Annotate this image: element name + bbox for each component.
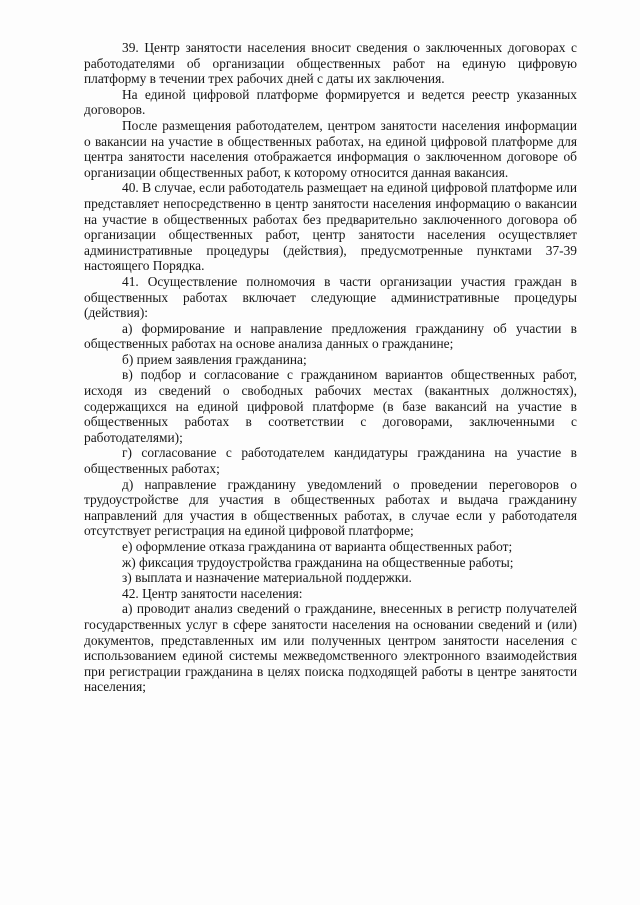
paragraph-registry: На единой цифровой платформе формируется и ведется реестр указанных договоров. xyxy=(84,86,577,118)
paragraph-40: 40. В случае, если работодатель размещает на единой цифровой платформе или представляет непосредственно в центр занятости населения информацию о вакансии на участие в общественных работах без предварительно заключенного договора об организации общественных работ, центр занятости населения осуществляет административные процедуры (действия), предусмотренные пунктами 37-39 настоящего Порядка. xyxy=(84,180,577,274)
list-item-z: з) выплата и назначение материальной поддержки. xyxy=(122,570,412,586)
paragraph-42: 42. Центр занятости населения: xyxy=(122,585,303,601)
list-item-zh: ж) фиксация трудоустройства гражданина на общественные работы; xyxy=(122,554,514,570)
list-item-d: д) направление гражданину уведомлений о проведении переговоров о трудоустройстве для участия в общественных работах и выдача гражданину направлений для участия в общественных работах, в случае если у работодателя отсутствует регистрация на единой цифровой платформе; xyxy=(84,476,577,539)
document-body xyxy=(84,40,577,695)
list-item-a: а) формирование и направление предложения гражданину об участии в общественных работах на основе анализа данных о гражданине; xyxy=(84,320,577,352)
paragraph-41: 41. Осуществление полномочия в части организации участия граждан в общественных работах включает следующие административные процедуры (действия): xyxy=(84,273,577,321)
list-item-e: е) оформление отказа гражданина от варианта общественных работ; xyxy=(122,539,513,554)
list-item-v: в) подбор и согласование с гражданином вариантов общественных работ, исходя из сведений о свободных рабочих местах (вакантных должностях), содержащихся на единой цифровой платформе (в базе вакансий на участие в общественных работах в соответствии с договорами, заключенными с работодателями); xyxy=(84,367,577,445)
paragraph-39: 39. Центр занятости населения вносит сведения о заключенных договорах с работодателями об организации общественных работ на единую цифровую платформу в течении трех рабочих дней с даты их заключения. xyxy=(84,40,577,87)
list-item-g: г) согласование с работодателем кандидатуры гражданина на участие в общественных работах; xyxy=(84,445,577,477)
list-item-b: б) прием заявления гражданина; xyxy=(122,351,307,367)
paragraph-vacancy-display: После размещения работодателем, центром занятости населения информации о вакансии на участие в общественных работах, на единой цифровой платформе для центра занятости населения отображается информация о заключенном договоре об организации общественных работ, к которому относится данная вакансия. xyxy=(84,117,577,180)
list-item-42-a: а) проводит анализ сведений о гражданине, внесенных в регистр получателей государственных услуг в сфере занятости населения на основании сведений и (или) документов, представленных им или полученных центром занятости населения с использованием единой системы межведомственного электронного взаимодействия при регистрации гражданина в целях поиска подходящей работы в центре занятости населения; xyxy=(84,601,577,695)
